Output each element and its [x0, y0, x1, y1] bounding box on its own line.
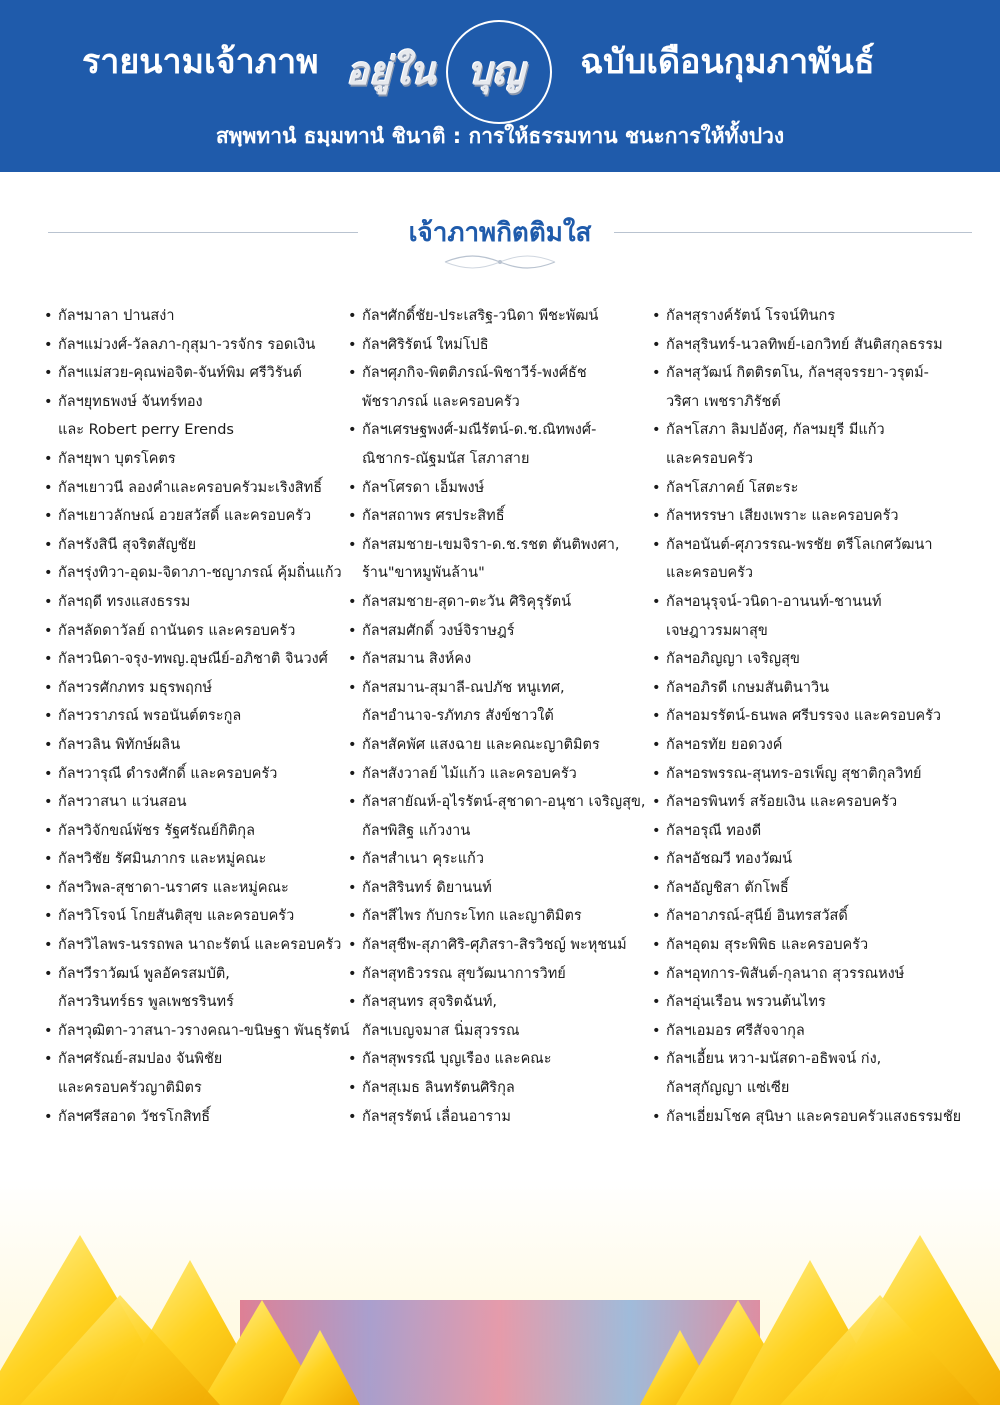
sponsor-item	[44, 1045, 344, 1102]
sponsor-item	[44, 359, 344, 388]
sponsor-item	[44, 1103, 344, 1132]
sponsor-item	[348, 302, 648, 331]
sponsor-item	[652, 1017, 952, 1046]
sponsor-name-line: • กัลฯสุทธิวรรณ สุขวัฒนาการวิทย์	[362, 965, 566, 982]
sponsor-item	[348, 359, 648, 416]
sponsor-name-line: กัลฯพิสิฐ แก้วงาน	[362, 822, 471, 839]
logo-word-2: บุญ	[468, 48, 525, 93]
sponsor-item	[44, 931, 344, 960]
sponsor-item	[652, 702, 952, 731]
sponsor-item	[44, 702, 344, 731]
sponsor-name-line: • กัลฯโสภาคย์ โสตะระ	[666, 479, 799, 496]
sponsor-name-line: • กัลฯวิพล-สุชาดา-นราศร และหมู่คณะ	[58, 879, 289, 896]
sponsor-item	[348, 588, 648, 617]
sponsor-item	[44, 302, 344, 331]
sponsor-name-line: กัลฯเบญจมาส นิ่มสุวรรณ	[362, 1022, 520, 1039]
sponsor-item	[652, 817, 952, 846]
sponsor-item	[652, 760, 952, 789]
sponsor-item	[348, 902, 648, 931]
sponsor-item	[44, 445, 344, 474]
sponsor-name-line: • กัลฯสุชีพ-สุภาศิริ-ศุภิสรา-สิรวิชญ์ พะหุชนม์	[362, 937, 627, 954]
sponsor-name-line: • กัลฯยุทธพงษ์ จันทร์ทอง	[58, 393, 203, 410]
sponsor-name-line: และครอบครัวญาติมิตร	[58, 1080, 202, 1097]
sponsor-name-line: • กัลฯวารุณี ดำรงศักดิ์ และครอบครัว	[58, 765, 278, 782]
sponsor-item	[348, 731, 648, 760]
sponsor-name-line: • กัลฯวิโรจน์ โกยสันติสุข และครอบครัว	[58, 908, 295, 925]
sponsor-name-line: • กัลฯอุ่นเรือน พรวนต้นไทร	[666, 994, 826, 1011]
sponsor-item	[44, 674, 344, 703]
sponsor-item	[44, 502, 344, 531]
sponsor-name-line: • กัลฯวราภรณ์ พรอนันต์ตระกูล	[58, 708, 242, 725]
sponsor-name-line: และครอบครัว	[666, 565, 754, 582]
sponsor-name-line: • กัลฯวิชัย รัศมินภากร และหมู่คณะ	[58, 851, 267, 868]
sponsor-item	[348, 1074, 648, 1103]
sponsor-name-line: • กัลฯโสภา ลิมปอังศุ, กัลฯมยุรี มีแก้ว	[666, 422, 885, 439]
sponsor-name-line: • กัลฯมาลา ปานสง่า	[58, 308, 175, 324]
sponsor-name-line: • กัลฯรุ่งทิวา-อุดม-จิดาภา-ชญาภรณ์ คุ้มถิ่นแก้ว	[58, 565, 342, 582]
section-header	[0, 212, 1000, 272]
sponsor-item	[652, 788, 952, 817]
sponsor-item	[652, 874, 952, 903]
sponsor-item	[348, 474, 648, 503]
sponsor-item	[44, 645, 344, 674]
sponsor-item	[652, 531, 952, 588]
sponsor-name-line: • กัลฯสถาพร ศรประสิทธิ์	[362, 508, 505, 525]
sponsor-name-line: • กัลฯสุเมธ ลินทรัตนศิริกุล	[362, 1080, 515, 1097]
sponsor-item	[348, 331, 648, 360]
issue-title: ฉบับเดือนกุมภาพันธ์	[580, 42, 875, 82]
ornament-icon	[440, 254, 560, 270]
sponsor-name-line: • กัลฯสุรินทร์-นวลทิพย์-เอกวิทย์ สันติสกุลธรรม	[666, 336, 943, 353]
sponsor-item	[44, 845, 344, 874]
sponsor-item	[652, 845, 952, 874]
sponsor-name-line: พัชราภรณ์ และครอบครัว	[362, 393, 520, 410]
sponsor-name-line: • กัลฯแม่วงศ์-วัลลภา-กุสุมา-วรจักร รอดเงิน	[58, 336, 316, 353]
sponsor-name-line: • กัลฯอนุรุจน์-วนิดา-อานนท์-ชานนท์	[666, 593, 882, 610]
sponsor-name-line: กัลฯสุกัญญา แซ่เซีย	[666, 1080, 790, 1097]
sponsor-name-line: • กัลฯอมรรัตน์-ธนพล ศรีบรรจง และครอบครัว	[666, 708, 942, 725]
sponsor-name-line: • กัลฯวลิน พิทักษ์ผลิน	[58, 736, 181, 753]
sponsor-name-line: • กัลฯสุรรัตน์ เลื่อนอาราม	[362, 1108, 511, 1125]
sponsor-name-line: • กัลฯอนันต์-ศุภวรรณ-พรชัย ตรีโลเกศวัฒนา	[666, 536, 933, 553]
sponsor-name-line: • กัลฯสุนทร สุจริตฉันท์,	[362, 994, 498, 1011]
sponsor-item	[44, 788, 344, 817]
sponsor-name-line: • กัลฯวิจักขณ์พัชร รัฐศรัณย์กิติกุล	[58, 822, 255, 839]
sponsor-item	[652, 416, 952, 473]
subtitle: สพฺพทานํ ธมฺมทานํ ชินาติ : การให้ธรรมทาน ชนะการให้ทั้งปวง	[215, 124, 785, 148]
sponsor-name-line: • กัลฯโศรดา เอ็มพงษ์	[362, 479, 485, 496]
sponsor-item	[652, 502, 952, 531]
sponsor-name-line: • กัลฯวีราวัฒน์ พูลอัครสมบัติ,	[58, 965, 230, 982]
sponsor-name-line: • กัลฯอุดม สุระพิพิธ และครอบครัว	[666, 937, 869, 954]
sponsor-name-line: • กัลฯอัชฌวี ทองวัฒน์	[666, 851, 792, 868]
sponsor-name-line: • กัลฯเอี่ยมโชค สุนิษา และครอบครัวแสงธรรมชัย	[666, 1108, 962, 1125]
sponsor-item	[348, 416, 648, 473]
sponsor-name-line: • กัลฯฤดี ทรงแสงธรรม	[58, 593, 191, 610]
sponsor-name-line: วริศา เพชราภิรัชต์	[666, 393, 781, 410]
sponsor-item	[348, 988, 648, 1045]
sponsor-name-line: • กัลฯวุฒิตา-วาสนา-วรางคณา-ขนิษฐา พันธุรัตน์	[58, 1022, 350, 1039]
sponsor-item	[44, 760, 344, 789]
sponsor-item	[348, 617, 648, 646]
sponsor-name-line: • กัลฯลัดดาวัลย์ ถานันดร และครอบครัว	[58, 622, 296, 639]
sponsor-item	[348, 931, 648, 960]
sponsor-item	[348, 502, 648, 531]
sponsor-name-line: • กัลฯอรุณี ทองดี	[666, 822, 762, 839]
section-title: เจ้าภาพกิตติมใส	[408, 218, 592, 248]
sponsor-name-line: • กัลฯสมศักดิ์ วงษ์จิราษฎร์	[362, 622, 515, 639]
sponsor-name-line: • กัลฯหรรษา เสียงเพราะ และครอบครัว	[666, 508, 899, 525]
sponsor-name-line: • กัลฯสิรินทร์ ดิยานนท์	[362, 879, 492, 896]
sponsor-name-line: • กัลฯยุพา บุตรโคตร	[58, 450, 176, 467]
sponsor-name-line: • กัลฯอัญชิสา ตักโพธิ์	[666, 879, 789, 896]
sponsor-name-line: • กัลฯวนิดา-จรุง-ทพญ.อุษณีย์-อภิชาติ จินวงศ์	[58, 651, 328, 668]
sponsor-item	[44, 617, 344, 646]
sponsor-item	[44, 1017, 350, 1046]
sponsor-name-line: • กัลฯสุรางค์รัตน์ โรจน์ทินกร	[666, 308, 836, 324]
sponsor-name-line: • กัลฯแม่สวย-คุณพ่อจิต-จันท์พิม ศรีวิรันต์	[58, 365, 302, 382]
sponsor-name-line: • กัลฯศิริรัตน์ ใหม่โปธิ	[362, 336, 489, 353]
sponsor-name-line: • กัลฯเยาวนี ลองคำและครอบครัวมะเริงสิทธิ์	[58, 479, 323, 496]
sponsor-name-line: • กัลฯวรศักภทร มธุรพฤกษ์	[58, 679, 213, 696]
sponsor-name-line: • กัลฯเยาวลักษณ์ อวยสวัสดิ์ และครอบครัว	[58, 508, 312, 525]
sponsor-item	[44, 902, 344, 931]
sponsor-item	[348, 674, 648, 731]
sponsor-name-line: • กัลฯสายัณห์-อุไรรัตน์-สุชาดา-อนุชา เจริญสุข,	[362, 794, 646, 811]
sponsor-name-line: • กัลฯวาสนา แว่นสอน	[58, 794, 187, 811]
sponsor-name-line: • กัลฯสมาน-สุมาลี-ณปภัช หนูเทศ,	[362, 679, 565, 696]
header-banner	[0, 0, 1000, 172]
sponsor-name-line: • กัลฯศักดิ์ชัย-ประเสริฐ-วนิดา พีชะพัฒน์	[362, 308, 599, 324]
sponsor-name-line: • กัลฯสุพรรณี บุญเรือง และคณะ	[362, 1051, 552, 1068]
sponsor-column-2	[348, 302, 648, 1131]
sponsor-name-line: ณิชากร-ณัฐมนัส โสภาสาย	[362, 450, 530, 467]
sponsor-name-line: • กัลฯอภิญญา เจริญสุข	[666, 651, 800, 668]
sponsor-name-line: • กัลฯสุวัฒน์ กิตติรตโน, กัลฯสุจรรยา-วรุตม์-	[666, 365, 929, 382]
sponsor-name-line: • กัลฯวิไลพร-นรรถพล นาถะรัตน์ และครอบครัว	[58, 937, 342, 954]
sponsor-item	[348, 845, 648, 874]
sponsor-name-line: กัลฯอำนาจ-รภัทภร สังข์ชาวใต้	[362, 708, 554, 725]
sponsor-name-line: ร้าน"ขาหมูพันล้าน"	[362, 565, 485, 582]
divider-right	[614, 232, 972, 233]
sponsor-item	[652, 1103, 962, 1132]
sponsor-name-line: กัลฯวรินทร์ธร พูลเพชรรินทร์	[58, 994, 234, 1011]
sponsor-item	[44, 817, 344, 846]
sponsor-name-line: • กัลฯสมชาย-เขมจิรา-ด.ช.รชต ตันติพงศา,	[362, 536, 620, 553]
sponsor-item	[348, 788, 648, 845]
sponsor-item	[652, 331, 952, 360]
sponsor-name-line: • กัลฯอาภรณ์-สุนีย์ อินทรสวัสดิ์	[666, 908, 848, 925]
sponsor-name-line: • กัลฯสีไพร กับกระโทก และญาติมิตร	[362, 908, 582, 925]
sponsor-item	[44, 559, 344, 588]
sponsor-item	[44, 731, 344, 760]
sponsor-item	[44, 960, 344, 1017]
in-merit-logo	[340, 18, 560, 118]
sponsor-name-line: • กัลฯอุทการ-พิสันต์-กุลนาถ สุวรรณหงษ์	[666, 965, 905, 982]
sponsor-name-line: • กัลฯสมชาย-สุดา-ตะวัน ศิริคุรุรัตน์	[362, 593, 572, 610]
sponsor-name-line: • กัลฯศรัณย์-สมปอง จันพิชัย	[58, 1051, 223, 1068]
sponsor-item	[652, 359, 952, 416]
sponsor-item	[44, 331, 344, 360]
sponsor-name-line: • กัลฯอรพรรณ-สุนทร-อรเพ็ญ สุชาติกุลวิทย์	[666, 765, 922, 782]
sponsor-item	[652, 731, 952, 760]
page-title: รายนามเจ้าภาพ	[82, 42, 319, 82]
sponsor-name-line: • กัลฯอรทัย ยอดวงค์	[666, 736, 783, 753]
sponsor-item	[348, 960, 648, 989]
sponsor-item	[348, 531, 648, 588]
sponsor-item	[44, 588, 344, 617]
sponsor-name-line: เจษฎาวรมผาสุข	[666, 622, 768, 639]
sponsor-column-3	[652, 302, 962, 1131]
sponsor-name-line: • กัลฯอรพินทร์ สร้อยเงิน และครอบครัว	[666, 794, 898, 811]
sponsor-item	[44, 874, 344, 903]
sponsor-item	[652, 988, 952, 1017]
sponsor-name-line: • กัลฯเอี้ยน หวา-มนัสดา-อธิพจน์ ก่ง,	[666, 1051, 882, 1068]
sponsor-name-line: • กัลฯศุภกิจ-พิตติภรณ์-พิชาวีร์-พงศ์ธัช	[362, 365, 587, 382]
logo-word-1: อยู่ใน	[346, 48, 436, 93]
sponsor-item	[652, 1045, 952, 1102]
sponsor-item	[652, 674, 952, 703]
sponsor-name-line: • กัลฯรังสินี สุจริตสัญชัย	[58, 536, 197, 553]
sponsor-item	[652, 645, 952, 674]
sponsor-item	[652, 902, 952, 931]
sponsor-name-line: และครอบครัว	[666, 450, 754, 467]
sponsor-item	[44, 474, 344, 503]
golden-pagodas-illustration	[0, 1180, 1000, 1405]
sponsor-item	[652, 960, 952, 989]
sponsor-name-line: • กัลฯอภิรดี เกษมสันตินาวิน	[666, 679, 830, 696]
sponsor-item	[348, 1103, 648, 1132]
sponsor-item	[348, 645, 648, 674]
sponsor-item	[348, 1045, 648, 1074]
sponsor-item	[652, 588, 952, 645]
sponsor-item	[652, 931, 952, 960]
sponsor-name-line: • กัลฯเศรษฐพงศ์-มณีรัตน์-ด.ช.ณิทพงศ์-	[362, 422, 597, 439]
sponsor-item	[44, 388, 344, 445]
sponsor-name-line: • กัลฯสมาน สิงห์คง	[362, 651, 472, 668]
sponsor-item	[44, 531, 344, 560]
sponsor-item	[652, 474, 952, 503]
sponsor-item	[652, 302, 952, 331]
sponsor-name-line: • กัลฯสังวาลย์ ไม้แก้ว และครอบครัว	[362, 765, 577, 782]
sponsor-name-line: • กัลฯสัคพัศ แสงฉาย และคณะญาติมิตร	[362, 736, 600, 753]
sponsor-name-line: • กัลฯสำเนา คุระแก้ว	[362, 851, 484, 868]
sponsor-name-line: • กัลฯศรีสอาด วัชรโกสิทธิ์	[58, 1108, 211, 1125]
sponsor-item	[348, 874, 648, 903]
sponsor-item	[348, 760, 648, 789]
sponsor-column-1	[44, 302, 350, 1131]
sponsor-name-line: • กัลฯเอมอร ศรีสัจจากุล	[666, 1022, 805, 1039]
sponsor-name-line: และ Robert perry Erends	[58, 422, 234, 439]
